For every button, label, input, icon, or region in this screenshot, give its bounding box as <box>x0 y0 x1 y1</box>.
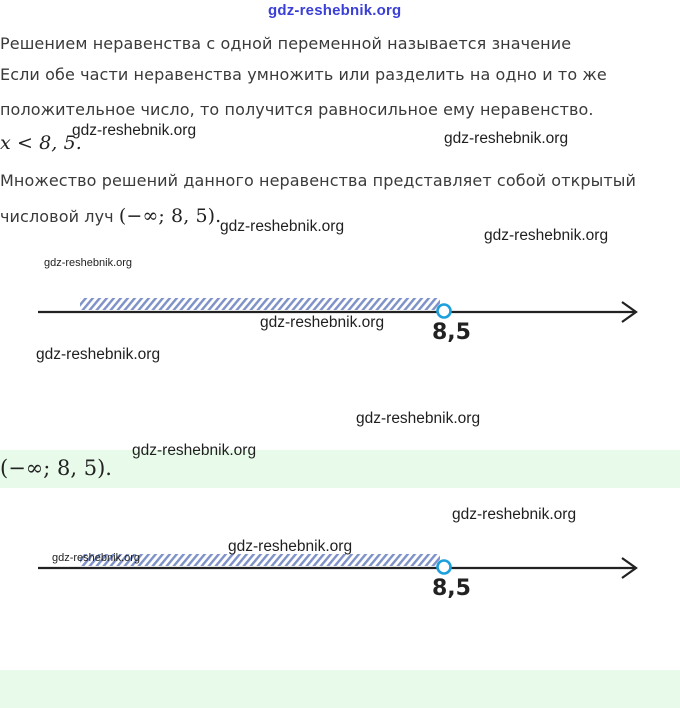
inequality-math: x < 8, 5. <box>0 132 82 154</box>
point-label: 8,5 <box>432 320 471 345</box>
bottom-band <box>0 670 680 708</box>
text-line-5: Множество решений данного неравенства представляет собой открытый <box>0 171 636 190</box>
watermark: gdz-reshebnik.org <box>44 257 133 269</box>
watermark-top: gdz-reshebnik.org <box>268 2 402 19</box>
text-line-1: Решением неравенства с одной переменной называется значение <box>0 34 572 53</box>
interval-math-inline: (−∞; 8, 5). <box>118 205 222 227</box>
watermark: gdz-reshebnik.org <box>52 552 141 564</box>
text-line-3: положительное число, то получится равносильное ему неравенство. <box>0 100 594 119</box>
watermark: gdz-reshebnik.org <box>228 538 353 555</box>
watermark: gdz-reshebnik.org <box>72 122 197 139</box>
text-line-6-label: числовой луч <box>0 207 114 226</box>
shaded-region <box>80 298 440 310</box>
answer-interval: (−∞; 8, 5). <box>0 456 112 480</box>
watermark: gdz-reshebnik.org <box>36 346 161 363</box>
watermark: gdz-reshebnik.org <box>356 410 481 427</box>
watermark: gdz-reshebnik.org <box>452 506 577 523</box>
watermark: gdz-reshebnik.org <box>132 442 257 459</box>
point-label: 8,5 <box>432 576 471 601</box>
open-point <box>438 305 451 318</box>
watermark: gdz-reshebnik.org <box>484 227 609 244</box>
watermark: gdz-reshebnik.org <box>220 218 345 235</box>
open-point <box>438 561 451 574</box>
text-line-2: Если обе части неравенства умножить или разделить на одно и то же <box>0 65 607 84</box>
watermark: gdz-reshebnik.org <box>260 314 385 331</box>
text-line-6 <box>0 205 221 227</box>
watermark: gdz-reshebnik.org <box>444 130 569 147</box>
